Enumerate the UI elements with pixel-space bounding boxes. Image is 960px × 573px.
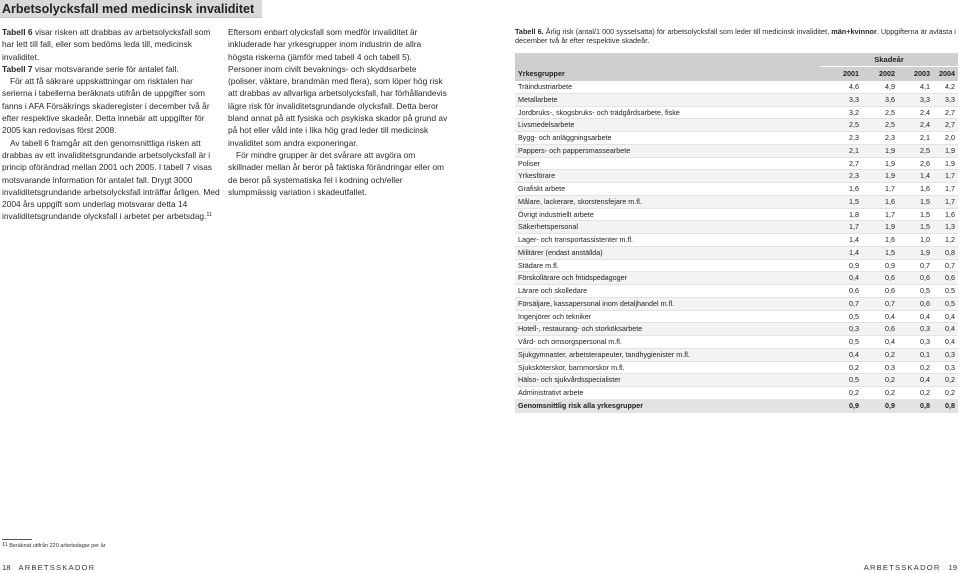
cell-value: 1,6 <box>945 209 955 219</box>
cell-value: 0,6 <box>849 286 859 295</box>
cell-value: 0,3 <box>945 362 955 372</box>
cell-value: 3,3 <box>945 94 955 104</box>
table-row <box>515 107 958 120</box>
row-label: Bygg- och anläggningsarbete <box>518 133 612 142</box>
cell-value: 1,7 <box>945 196 955 206</box>
row-label: Livsmedelsarbete <box>518 120 575 130</box>
column-header-yrkesgrupper: Yrkesgrupper <box>518 69 565 78</box>
row-label: Metallarbete <box>518 94 558 104</box>
cell-value: 1,5 <box>920 209 930 219</box>
row-label: Poliser <box>518 158 540 168</box>
cell-value: 0,2 <box>885 388 895 397</box>
cell-value: 0,2 <box>885 349 895 359</box>
cell-value: 2,5 <box>849 120 859 130</box>
cell-value: 1,7 <box>945 171 955 181</box>
cell-value: 1,5 <box>849 196 859 206</box>
row-label: Hälso- och sjukvårdsspecialister <box>518 375 621 385</box>
footnote-marker: 11 <box>206 212 213 219</box>
table-row <box>515 298 958 311</box>
cell-value: 2,7 <box>945 120 955 130</box>
cell-value: 1,9 <box>945 158 955 168</box>
table-row <box>515 132 958 145</box>
cell-value: 1,4 <box>920 171 930 181</box>
cell-value: 2,1 <box>920 133 930 142</box>
cell-value: 0,8 <box>945 400 955 410</box>
cell-value: 0,4 <box>945 324 955 334</box>
cell-value: 1,9 <box>945 145 955 155</box>
cell-value: 1,6 <box>885 235 895 244</box>
group-header: Skadeår <box>874 55 904 64</box>
cell-value: 0,7 <box>849 298 859 308</box>
cell-value: 0,7 <box>885 298 895 308</box>
cell-value: 2,3 <box>885 133 895 142</box>
cell-value: 2,3 <box>849 133 859 142</box>
table-body <box>515 81 958 400</box>
row-label: Pappers- och pappersmassearbete <box>518 145 631 155</box>
cell-value: 0,5 <box>920 286 930 295</box>
table-row <box>515 336 958 349</box>
footnote <box>2 543 106 549</box>
paragraph-text: visar risken att drabbas av arbetsolycksfall som har lett till fall, eller som bedöms leda till, medicinsk invaliditet. <box>2 27 211 62</box>
cell-value: 0,5 <box>945 286 955 295</box>
row-label: Lärare och skolledare <box>518 286 588 295</box>
column-header-year: 2002 <box>879 69 895 78</box>
cell-value: 0,4 <box>849 349 859 359</box>
cell-value: 0,5 <box>849 311 859 321</box>
row-label: Sjuksköterskor, barnmorskor m.fl. <box>518 362 625 372</box>
cell-value: 2,4 <box>920 120 930 130</box>
cell-value: 2,1 <box>849 145 859 155</box>
table-row <box>515 349 958 362</box>
row-label: Försäljare, kassapersonal inom detaljhandel m.fl. <box>518 298 675 308</box>
row-label: Städare m.fl. <box>518 260 559 270</box>
cell-value: 2,5 <box>885 107 895 117</box>
cell-value: 2,3 <box>849 171 859 181</box>
cell-value: 4,9 <box>885 82 895 91</box>
cell-value: 4,1 <box>920 82 930 91</box>
column-header-year: 2003 <box>914 69 930 78</box>
row-label: Jordbruks-, skogsbruks- och trädgårdsarbete, fiske <box>518 107 680 117</box>
table-row <box>515 209 958 222</box>
row-label: Militärer (endast anställda) <box>518 247 603 257</box>
caption-text: Årlig risk (antal/1 000 sysselsatta) för arbetsolycksfall som leder till medicinsk invaliditet, <box>543 27 832 36</box>
cell-value: 1,5 <box>920 222 930 232</box>
cell-value: 1,6 <box>885 196 895 206</box>
table-row <box>515 247 958 260</box>
table-row <box>515 362 958 375</box>
row-label: Övrigt industriellt arbete <box>518 209 594 219</box>
table-total-row <box>515 400 958 413</box>
cell-value: 0,5 <box>849 375 859 385</box>
paragraph-2: För att få säkrare uppskattningar om risktalen har serierna i tabellerna beräknats utifrån de uppgifter som fanns i AFA Försäkrings skaderegister i december två år efter respektive skadeår. Detta innebär att uppgifter för 2005 kan redovisas först 2008. <box>2 76 210 136</box>
paragraph-text: visar motsvarande serie för antalet fall. <box>32 63 179 74</box>
cell-value: 4,6 <box>849 82 859 91</box>
row-label: Vård- och omsorgspersonal m.fl. <box>518 337 622 346</box>
cell-value: 0,9 <box>885 400 895 410</box>
table-row <box>515 323 958 336</box>
cell-value: 0,6 <box>885 324 895 334</box>
table-row <box>515 196 958 209</box>
footer-right <box>864 563 957 572</box>
cell-value: 1,5 <box>885 247 895 257</box>
cell-value: 0,2 <box>920 362 930 372</box>
cell-value: 3,3 <box>920 94 930 104</box>
cell-value: 0,7 <box>945 260 955 270</box>
cell-value: 0,2 <box>849 388 859 397</box>
cell-value: 3,6 <box>885 94 895 104</box>
cell-value: 2,7 <box>945 107 955 117</box>
page-number-left: 18 <box>2 563 11 572</box>
cell-value: 1,7 <box>885 184 895 193</box>
cell-value: 0,7 <box>920 260 930 270</box>
cell-value: 2,5 <box>885 120 895 130</box>
cell-value: 1,7 <box>849 222 859 232</box>
text-column-middle <box>228 26 448 198</box>
cell-value: 2,6 <box>920 158 930 168</box>
cell-value: 0,1 <box>920 349 930 359</box>
cell-value: 0,4 <box>920 375 930 385</box>
paragraph-1 <box>2 26 220 75</box>
row-label: Genomsnittlig risk alla yrkesgrupper <box>518 400 644 410</box>
cell-value: 2,0 <box>945 133 955 142</box>
title-bar <box>0 0 262 18</box>
cell-value: 1,9 <box>885 145 895 155</box>
table-header <box>515 53 958 81</box>
row-label: Sjukgymnaster, arbetsterapeuter, tandhygienister m.fl. <box>518 349 690 359</box>
running-footer-right: ARBETSSKADOR <box>863 563 941 572</box>
table-row <box>515 272 958 285</box>
caption-text: . Uppgifterna är avlästa i december två år efter respektive skadeår. <box>515 27 956 46</box>
paragraph-4: Eftersom enbart olycksfall som medför invaliditet är inkluderade har yrkesgrupper inom industrin de allra högsta riskerna (jämför med tabell 4 och tabell 5). Personer inom civilt bevaknings- och skyddsarbete (poliser, väktare, brandmän med flera), som löper hög risk att drabbas av allvarliga arbetsolycksfall, har förhållandevis lägre risk för invaliditetsgrundande olycksfall. Detta beror bland annat på att fysiska och psykiska skador på grund av på hot eller våld inte i lika hög grad leder till medicinsk invaliditet som andra exponeringar. <box>228 27 448 148</box>
cell-value: 1,7 <box>885 209 895 219</box>
row-label: Träindustriarbete <box>518 82 573 91</box>
cell-value: 1,0 <box>920 235 930 244</box>
cell-value: 0,6 <box>885 273 895 283</box>
table-row <box>515 94 958 107</box>
cell-value: 2,7 <box>849 158 859 168</box>
row-label: Grafiskt arbete <box>518 184 566 193</box>
cell-value: 4,2 <box>945 82 955 91</box>
cell-value: 0,5 <box>945 298 955 308</box>
cell-value: 1,3 <box>945 222 955 232</box>
cell-value: 3,3 <box>849 94 859 104</box>
cell-value: 0,4 <box>885 311 895 321</box>
cell-value: 0,3 <box>885 362 895 372</box>
cell-value: 1,8 <box>849 209 859 219</box>
row-label: Ingenjörer och tekniker <box>518 311 592 321</box>
row-label: Hotell-, restaurang- och storköksarbete <box>518 324 643 334</box>
cell-value: 0,8 <box>945 247 955 257</box>
column-header-year: 2001 <box>843 69 859 78</box>
table-row <box>515 81 958 94</box>
cell-value: 0,9 <box>849 400 859 410</box>
cell-value: 0,4 <box>885 337 895 346</box>
cell-value: 1,4 <box>849 247 859 257</box>
cell-value: 1,9 <box>885 222 895 232</box>
footnote-divider <box>2 539 32 540</box>
cell-value: 2,5 <box>920 145 930 155</box>
paragraph-5: För mindre grupper är det svårare att avgöra om skillnader mellan år beror på faktiska förändringar eller om de beror på systematiska fel i kodning och/eller slumpmässig variation i skadeutfallet. <box>228 149 444 197</box>
cell-value: 0,6 <box>920 273 930 283</box>
cell-value: 0,4 <box>945 337 955 346</box>
table-row <box>515 145 958 158</box>
paragraph-3 <box>2 137 220 223</box>
cell-value: 0,2 <box>945 388 955 397</box>
cell-value: 0,8 <box>920 400 930 410</box>
cell-value: 0,5 <box>849 337 859 346</box>
cell-value: 0,3 <box>920 324 930 334</box>
text-column-left <box>2 26 220 223</box>
cell-value: 2,4 <box>920 107 930 117</box>
cell-value: 0,2 <box>849 362 859 372</box>
caption-label: Tabell 6. <box>515 27 544 36</box>
caption-emphasis: män+kvinnor <box>831 27 877 36</box>
cell-value: 1,9 <box>885 171 895 181</box>
cell-value: 0,2 <box>920 388 930 397</box>
table-row <box>515 374 958 387</box>
cell-value: 1,4 <box>849 235 859 244</box>
row-label: Säkerhetspersonal <box>518 222 578 232</box>
cell-value: 1,2 <box>945 235 955 244</box>
cell-value: 1,6 <box>849 184 859 193</box>
cell-value: 0,6 <box>920 298 930 308</box>
cell-value: 0,6 <box>885 286 895 295</box>
table-row <box>515 221 958 234</box>
running-footer-left: ARBETSSKADOR <box>18 563 96 572</box>
row-label: Förskollärare och fritidspedagoger <box>518 273 628 283</box>
table-caption <box>515 27 957 46</box>
cell-value: 1,7 <box>945 184 955 193</box>
row-label: Yrkesförare <box>518 171 556 181</box>
paragraph-text: Av tabell 6 framgår att den genomsnittliga risken att drabbas av ett invaliditetsgrundande arbetsolycksfall är i princip oförändrad mellan 2001 och 2005. I tabell 7 visas motsvarande information för antalet fall. Drygt 3000 invaliditetsgrundande arbetsolycksfall inträffar årligen. Med 2004 års uppgift som underlag motsvarar detta 14 invaliditetsgrundande olycksfall i arbetet per arbetsdag. <box>2 137 220 222</box>
cell-value: 0,4 <box>849 273 859 283</box>
cell-value: 0,4 <box>945 311 955 321</box>
table-row <box>515 285 958 298</box>
row-label: Målare, lackerare, skorstensfejare m.fl. <box>518 196 642 206</box>
table-row <box>515 260 958 273</box>
footnote-number: 11 <box>2 542 8 548</box>
row-label: Administrativt arbete <box>518 388 584 397</box>
table-ref-7: Tabell 7 <box>2 63 33 74</box>
cell-value: 1,9 <box>885 158 895 168</box>
table-row <box>515 119 958 132</box>
cell-value: 0,6 <box>945 273 955 283</box>
page-number-right: 19 <box>948 563 957 572</box>
table-row <box>515 234 958 247</box>
table-row <box>515 170 958 183</box>
row-label: Lager- och transportassistenter m.fl. <box>518 235 634 244</box>
cell-value: 0,2 <box>945 375 955 385</box>
cell-value: 3,2 <box>849 107 859 117</box>
column-header-year: 2004 <box>939 69 955 78</box>
table-row <box>515 158 958 171</box>
page-title: Arbetsolycksfall med medicinsk invaliditet <box>2 2 255 16</box>
footer-left <box>2 563 95 572</box>
cell-value: 0,2 <box>885 375 895 385</box>
footnote-text: Beräknat utifrån 220 arbetsdagar per år <box>7 543 106 549</box>
cell-value: 0,9 <box>849 260 859 270</box>
cell-value: 1,5 <box>920 196 930 206</box>
cell-value: 0,9 <box>885 260 895 270</box>
cell-value: 0,4 <box>920 311 930 321</box>
cell-value: 0,3 <box>849 324 859 334</box>
table-row <box>515 183 958 196</box>
cell-value: 0,3 <box>920 337 930 346</box>
table-row <box>515 387 958 400</box>
table-row <box>515 311 958 324</box>
cell-value: 1,9 <box>920 247 930 257</box>
table-ref-6: Tabell 6 <box>2 27 33 37</box>
risk-table <box>515 53 958 413</box>
cell-value: 1,6 <box>920 184 930 193</box>
cell-value: 0,3 <box>945 349 955 359</box>
